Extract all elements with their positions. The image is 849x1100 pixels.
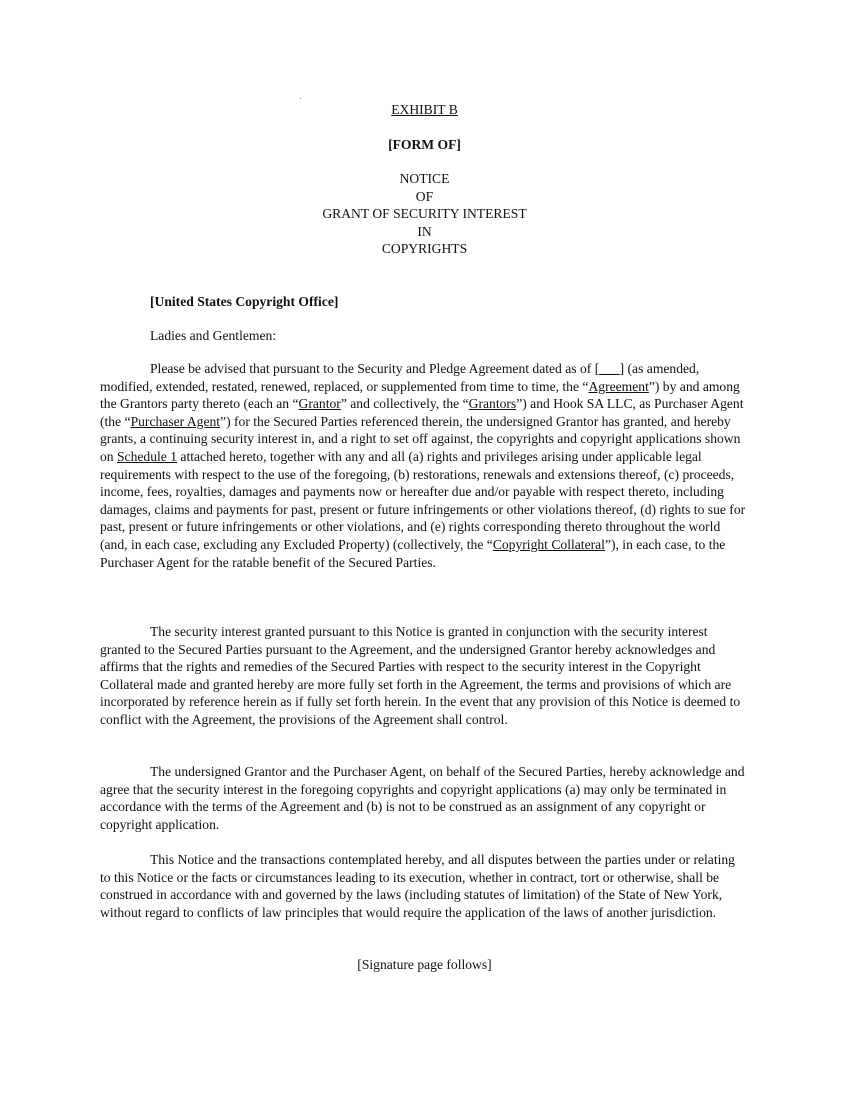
stray-mark [300, 98, 301, 99]
defined-term-agreement: Agreement [588, 378, 649, 394]
form-of-heading: [FORM OF] [388, 137, 461, 152]
paragraph-conjunction: The security interest granted pursuant to this Notice is granted in conjunction with the security interest granted to the Secured Parties pursuant to the Agreement, and the undersigned Grantor hereby acknowledges and affirms that the rights and remedies of the Secured Parties with respect to the security interest in the Copyright Collateral made and granted hereby are more fully set forth in the Agreement, the terms and provisions of which are incorporated by reference herein as if fully set forth herein. In the event that any provision of this Notice is deemed to conflict with the Agreement, the provisions of the Agreement shall control. [100, 624, 741, 727]
defined-term-grantors: Grantors [468, 396, 517, 412]
exhibit-heading: EXHIBIT B [391, 102, 458, 117]
paragraph-governing-law: This Notice and the transactions contemplated hereby, and all disputes between the parties under or relating to this Notice or the facts or circumstances leading to its execution, whether in contract, tort or otherwise, shall be construed in accordance with and governed by the laws (including statutes of limitation) of the State of New York, without regard to conflicts of law principles that would require the application of the laws of another jurisdiction. [100, 852, 735, 920]
title-line-4: IN [417, 223, 432, 239]
addressee: [United States Copyright Office] [150, 294, 339, 309]
title-line-1: NOTICE [399, 171, 450, 186]
title-line-3: GRANT OF SECURITY INTEREST [322, 206, 527, 221]
title-line-5: COPYRIGHTS [381, 241, 468, 256]
salutation: Ladies and Gentlemen: [150, 328, 277, 343]
title-line-2: OF [415, 188, 434, 204]
schedule-reference: Schedule 1 [117, 448, 178, 464]
defined-term-purchaser-agent: Purchaser Agent [130, 413, 221, 429]
defined-term-grantor: Grantor [298, 396, 341, 412]
defined-term-copyright-collateral: Copyright Collateral [492, 536, 605, 552]
paragraph-notice: Please be advised that pursuant to the Security and Pledge Agreement dated as of [___] (as amended, modified, extended, restated, renewed, replaced, or supplemented from time to time, the “Agreement”) by and among the Grantors party thereto (each an “Grantor” and collectively, the “Grantors”) and Hook SA LLC, as Purchaser Agent (the “Purchaser Agent”) for the Secured Parties referenced therein, the undersigned Grantor has granted, and hereby grants, a continuing security interest in, and a right to set off against, the copyrights and copyright applications shown on Schedule 1 attached hereto, together with any and all (a) rights and privileges arising under applicable legal requirements with respect to the use of the foregoing, (b) restorations, renewals and extensions thereof, (c) proceeds, income, fees, royalties, damages and payments now or hereafter due and/or payable with respect thereto, including damages, claims and payments for past, present or future infringements or other violations thereof, (d) rights to sue for past, present or future infringements or other violations, and (e) rights corresponding thereto throughout the world (and, in each case, excluding any Excluded Property) (collectively, the “Copyright Collateral”), in each case, to the Purchaser Agent for the ratable benefit of the Secured Parties. [100, 361, 746, 570]
signature-page-note: [Signature page follows] [357, 957, 492, 972]
paragraph-acknowledgement: The undersigned Grantor and the Purchaser Agent, on behalf of the Secured Parties, hereby acknowledge and agree that the security interest in the foregoing copyrights and copyright applications (a) may only be terminated in accordance with the terms of the Agreement and (b) is not to be construed as an assignment of any copyright or copyright application. [100, 764, 745, 832]
